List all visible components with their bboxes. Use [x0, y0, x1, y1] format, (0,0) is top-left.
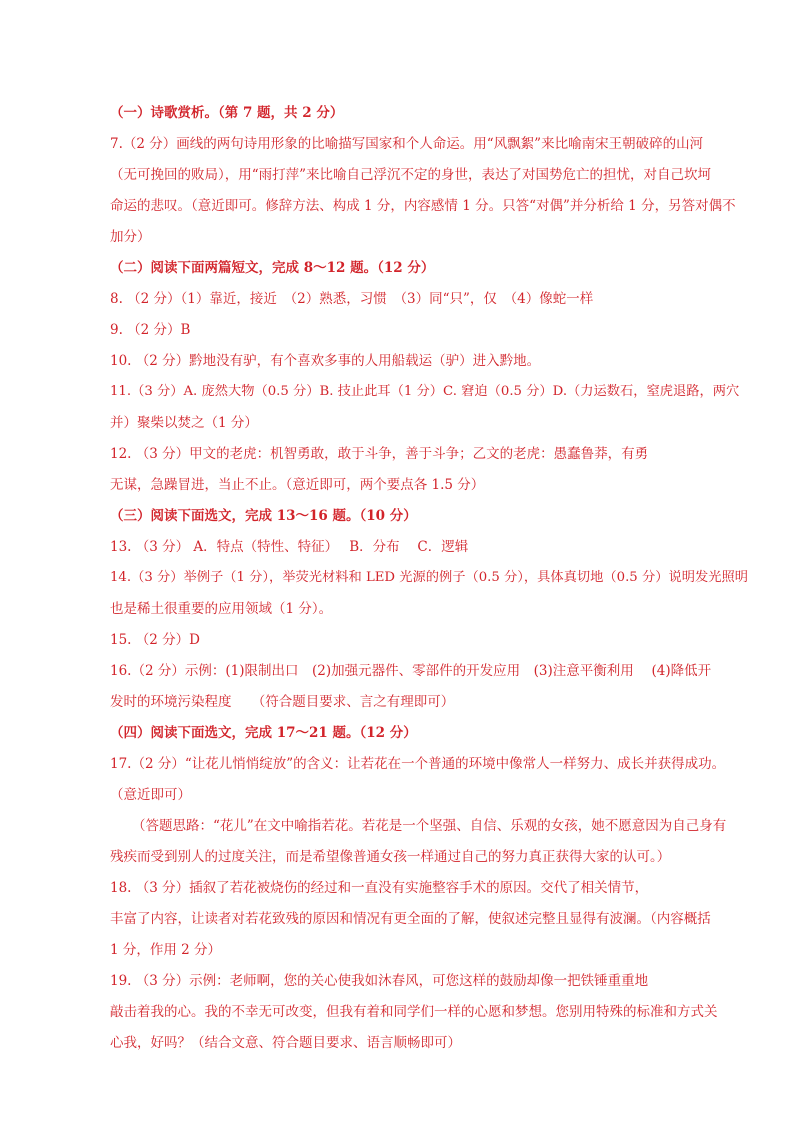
answer-line: 无谋，急躁冒进，当止不止。（意近即可，两个要点各 1.5 分） [110, 477, 485, 493]
section-heading: （三）阅读下面选文，完成 13～16 题。（10 分） [110, 508, 417, 524]
answer-line: 19. （3 分）示例：老师啊，您的关心使我如沐春风，可您这样的鼓励却像一把铁锤重重地 [110, 973, 649, 989]
answer-line: 1 分，作用 2 分） [110, 942, 222, 958]
answer-line: 敲击着我的心。我的不幸无可改变，但我有着和同学们一样的心愿和梦想。您别用特殊的标准和方式关 [110, 1004, 718, 1020]
section-heading: （四）阅读下面选文，完成 17～21 题。（12 分） [110, 725, 417, 741]
section-heading: （二）阅读下面两篇短文，完成 8～12 题。（12 分） [110, 260, 435, 276]
answer-line: 17.（2 分）“让花儿悄悄绽放”的含义：让若花在一个普通的环境中像常人一样努力、成长并获得成功。 [110, 756, 726, 772]
answer-line: 7.（2 分）画线的两句诗用形象的比喻描写国家和个人命运。用“风飘絮”来比喻南宋王朝破碎的山河 [110, 136, 704, 152]
section-heading: （一）诗歌赏析。（第 7 题，共 2 分） [110, 105, 344, 121]
answer-line: 10. （2 分）黔地没有驴，有个喜欢多事的人用船载运（驴）进入黔地。 [110, 353, 541, 369]
answer-line: 9. （2 分）B [110, 322, 191, 338]
answer-line: 并）聚柴以焚之（1 分） [110, 415, 258, 431]
answer-line: 8. （2 分）（1）靠近，接近 （2）熟悉，习惯 （3）同“只”，仅 （4）像蛇一样 [110, 291, 594, 307]
answer-line: （无可挽回的败局），用“雨打萍”来比喻自己浮沉不定的身世，表达了对国势危亡的担忧，对自己坎坷 [110, 167, 712, 183]
answer-line: 18. （3 分）插叙了若花被烧伤的经过和一直没有实施整容手术的原因。交代了相关情节， [110, 880, 649, 896]
answer-line: 残疾而受到别人的过度关注，而是希望像普通女孩一样通过自己的努力真正获得大家的认可。） [110, 849, 671, 865]
answer-line: 11.（3 分）A. 庞然大物（0.5 分）B. 技止此耳（1 分）C. 窘迫（0.5 分）D.（力运数石，窒虎退路，两穴 [110, 384, 740, 399]
answer-line: 16.（2 分）示例：(1)限制出口 (2)加强元器件、零部件的开发应用 (3)注意平衡利用 (4)降低开 [110, 663, 712, 679]
answer-line: 14.（3 分）举例子（1 分），举荧光材料和 LED 光源的例子（0.5 分），具体真切地（0.5 分）说明发光照明 [110, 570, 748, 585]
answer-line: 13. （3 分） A．特点（特性、特征） B．分布 C．逻辑 [110, 539, 469, 555]
answer-line: 也是稀土很重要的应用领域（1 分）。 [110, 601, 333, 617]
answer-key-content [110, 103, 750, 1064]
answer-line: （意近即可） [110, 787, 191, 803]
answer-line: （答题思路：“花儿”在文中喻指若花。若花是一个坚强、自信、乐观的女孩，她不愿意因为自己身有 [132, 818, 727, 834]
answer-line: 丰富了内容，让读者对若花致残的原因和情况有更全面的了解，使叙述完整且显得有波澜。（内容概括 [110, 911, 711, 927]
answer-line: 12. （3 分）甲文的老虎：机智勇敢，敢于斗争，善于斗争；乙文的老虎：愚蠢鲁莽，有勇 [110, 446, 649, 462]
answer-line: 命运的悲叹。（意近即可。修辞方法、构成 1 分，内容感情 1 分。只答“对偶”并分析给 1 分，另答对偶不 [110, 198, 736, 214]
answer-line: 加分） [110, 229, 151, 245]
answer-line: 心我，好吗？（结合文意、符合题目要求、语言顺畅即可） [110, 1035, 461, 1051]
answer-line: 15. （2 分）D [110, 632, 200, 648]
answer-line: 发时的环境污染程度 （符合题目要求、言之有理即可） [110, 694, 455, 710]
